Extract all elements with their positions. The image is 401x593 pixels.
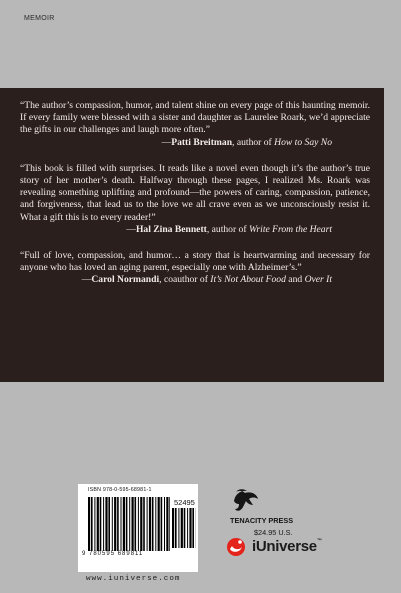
barcode-bars [88, 497, 170, 551]
reviews-panel [0, 88, 384, 382]
barcode [78, 484, 198, 572]
reviewer-name: Hal Zina Bennett [135, 223, 207, 235]
retail-price: $24.95 U.S. [254, 528, 293, 537]
review-attribution: —Patti Breitman, author of How to Say No [161, 136, 332, 148]
reviewer-book: It’s Not About Food [210, 274, 286, 286]
tenacity-press-label: TENACITY PRESS [230, 516, 294, 525]
reviewer-name: Carol Normandi [91, 274, 160, 286]
isbn-text: ISBN 978-0-595-68981-1 [88, 487, 152, 493]
price-code: 52495 [174, 498, 195, 507]
barcode-digits: 9 780595 689811 [82, 551, 144, 557]
website-url: www.iuniverse.com [86, 575, 181, 583]
reviewer-book: How to Say No [274, 136, 332, 148]
iuniverse-logo-text: iUniverse™ [252, 538, 322, 555]
review-1 [20, 100, 370, 149]
iuniverse-swirl-icon [226, 537, 250, 557]
review-attribution: —Carol Normandi, coauthor of It’s Not About Food and Over It [81, 274, 332, 286]
review-attribution: —Hal Zina Bennett, author of Write From the Heart [126, 223, 332, 235]
reviewer-book-2: Over It [304, 274, 332, 286]
review-quote: “This book is filled with surprises. It reads like a novel even though it’s the author’s true story of her mother’s death. Halfway through these pages, I realized Ms. Roark was revealing something uplifting and profound—the powers of caring, compassion, patience, and forgiveness, that lead us to the love we all crave even as we unconsciously resist it. What a gift this is to every reader!” [20, 162, 370, 223]
reviewer-book: Write From the Heart [248, 223, 332, 235]
goat-head-icon [231, 487, 261, 515]
review-quote: “The author’s compassion, humor, and talent shine on every page of this haunting memoir. If every family were blessed with a sister and daughter as Laurelee Roark, we’d appreciate the gifts in our challenges and laugh more often.” [20, 100, 370, 136]
reviewer-name: Patti Breitman [171, 136, 233, 148]
review-2 [20, 163, 370, 236]
genre-label: MEMOIR [24, 15, 55, 22]
review-quote: “Full of love, compassion, and humor… a story that is heartwarming and necessary for anyone who has loved an aging parent, especially one with Alzheimer’s.” [20, 250, 370, 274]
price-barcode-bars [172, 508, 196, 548]
review-3 [20, 250, 370, 287]
